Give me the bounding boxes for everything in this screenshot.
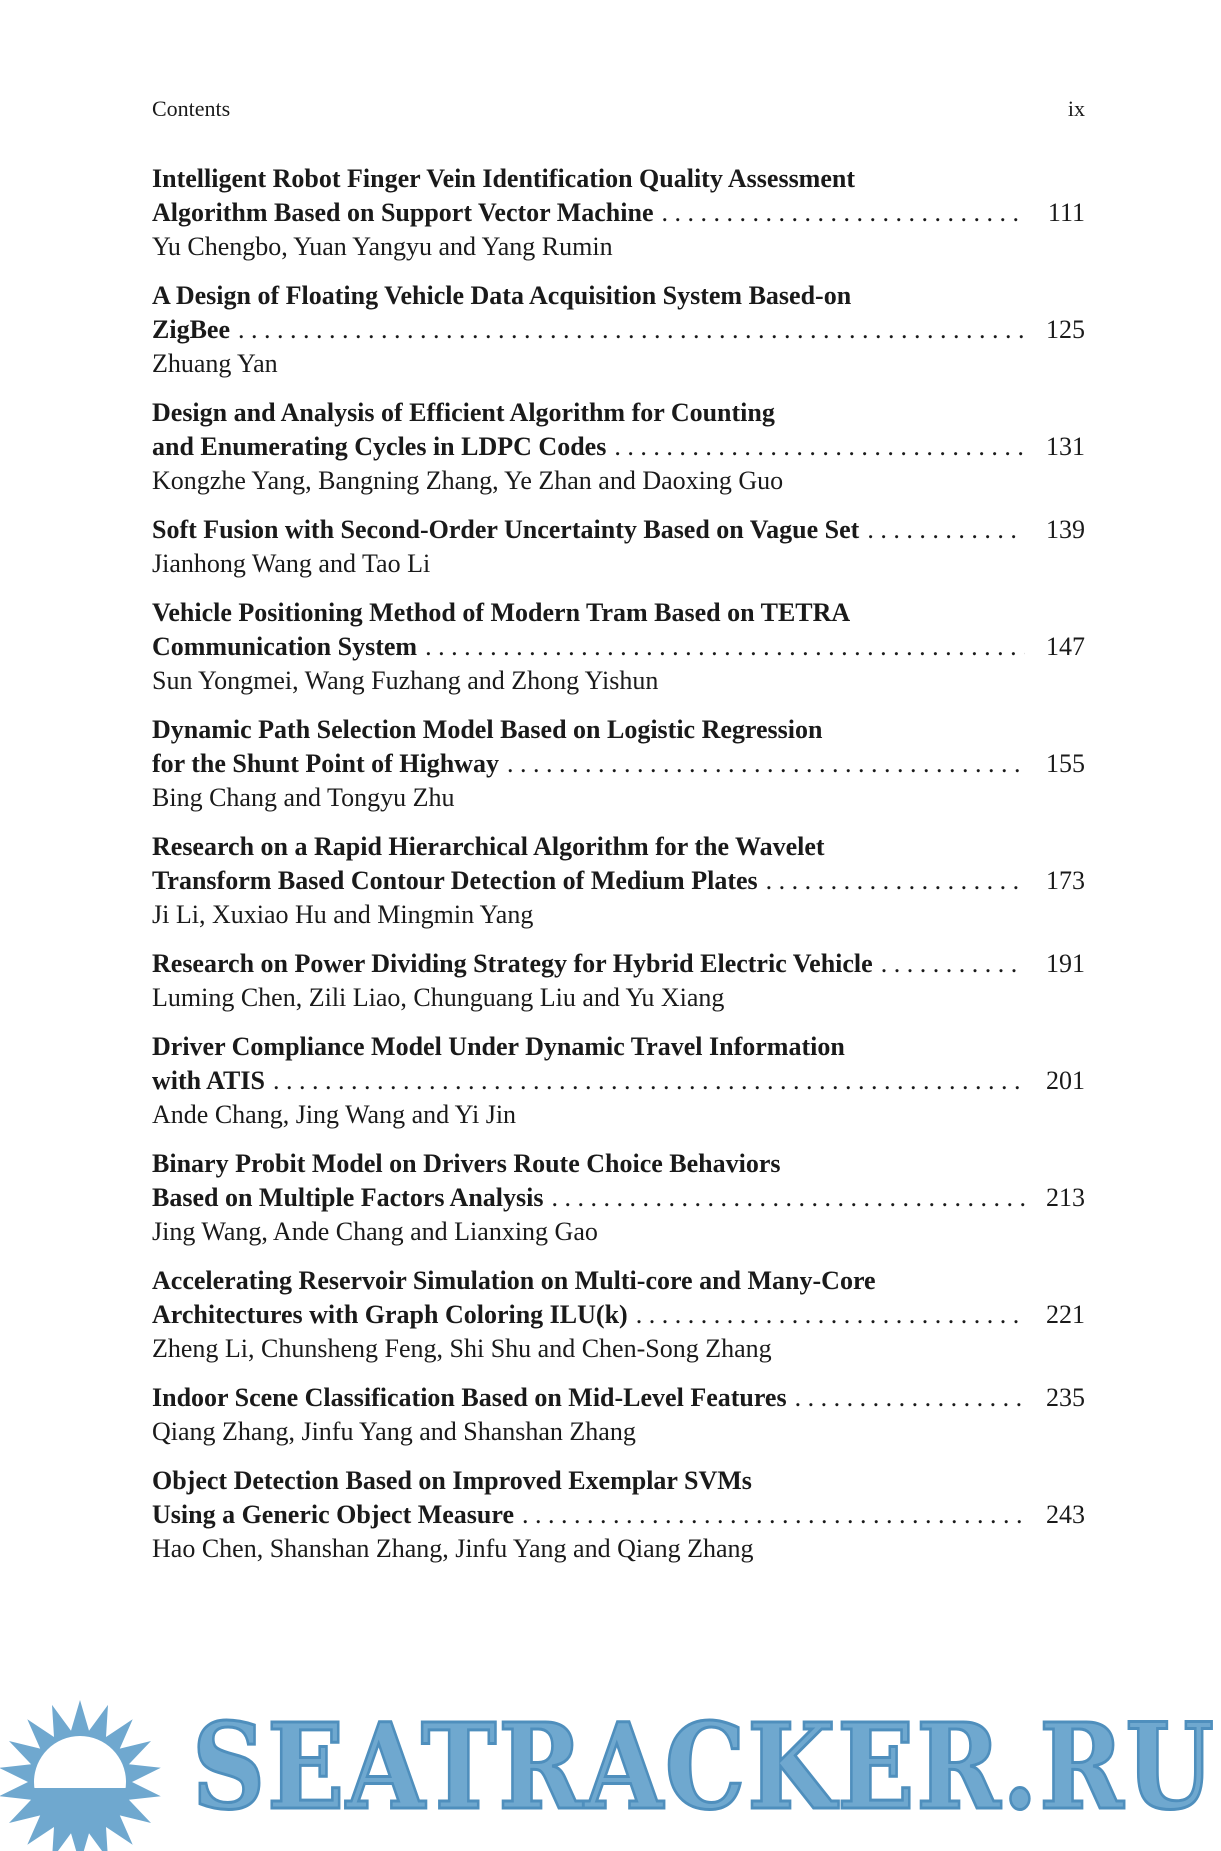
entry-authors: Zhuang Yan bbox=[152, 349, 278, 378]
dot-leader bbox=[662, 196, 1026, 230]
toc-entry[interactable] bbox=[152, 513, 1085, 581]
section-title: Contents bbox=[152, 96, 231, 121]
entry-authors: Ande Chang, Jing Wang and Yi Jin bbox=[152, 1100, 517, 1129]
entry-title-line: Driver Compliance Model Under Dynamic Travel Information bbox=[152, 1032, 845, 1061]
dot-leader bbox=[636, 1298, 1025, 1332]
toc-entry[interactable] bbox=[152, 1030, 1085, 1132]
entry-page-number[interactable]: 191 bbox=[1046, 949, 1085, 978]
entry-title-last-line bbox=[152, 513, 1085, 547]
toc-entry[interactable] bbox=[152, 1264, 1085, 1366]
entry-page-number[interactable]: 125 bbox=[1046, 315, 1085, 344]
entry-title-last-line bbox=[152, 864, 1085, 898]
entry-authors: Zheng Li, Chunsheng Feng, Shi Shu and Chen-Song Zhang bbox=[152, 1334, 772, 1363]
toc-entry[interactable] bbox=[152, 1464, 1085, 1566]
entry-authors: Hao Chen, Shanshan Zhang, Jinfu Yang and Qiang Zhang bbox=[152, 1534, 754, 1563]
entry-page-number[interactable]: 147 bbox=[1046, 632, 1085, 661]
entry-title-last-line bbox=[152, 1298, 1085, 1332]
entry-title-line: A Design of Floating Vehicle Data Acquisition System Based-on bbox=[152, 281, 852, 310]
entry-page-number[interactable]: 213 bbox=[1046, 1183, 1085, 1212]
entry-page-number[interactable]: 173 bbox=[1046, 866, 1085, 895]
toc-entry[interactable] bbox=[152, 1147, 1085, 1249]
page-number: ix bbox=[1067, 96, 1085, 121]
entry-title-text: ZigBee bbox=[152, 315, 230, 344]
entry-authors: Sun Yongmei, Wang Fuzhang and Zhong Yishun bbox=[152, 666, 659, 695]
entry-title-text: Transform Based Contour Detection of Medium Plates bbox=[152, 866, 758, 895]
entry-title-text: Architectures with Graph Coloring ILU(k) bbox=[152, 1300, 628, 1329]
entry-title-last-line bbox=[152, 1064, 1085, 1098]
dot-leader bbox=[238, 313, 1025, 347]
entry-title-line: Vehicle Positioning Method of Modern Tram Based on TETRA bbox=[152, 598, 851, 627]
dot-leader bbox=[614, 430, 1025, 464]
entry-authors: Kongzhe Yang, Bangning Zhang, Ye Zhan and Daoxing Guo bbox=[152, 466, 784, 495]
entry-page-number[interactable]: 131 bbox=[1046, 432, 1085, 461]
dot-leader bbox=[881, 947, 1025, 981]
entry-title-last-line bbox=[152, 1181, 1085, 1215]
entry-authors: Luming Chen, Zili Liao, Chunguang Liu and Yu Xiang bbox=[152, 983, 725, 1012]
dot-leader bbox=[867, 513, 1025, 547]
entry-authors: Yu Chengbo, Yuan Yangyu and Yang Rumin bbox=[152, 232, 613, 261]
entry-page-number[interactable]: 221 bbox=[1046, 1300, 1085, 1329]
entry-title-line: Binary Probit Model on Drivers Route Choice Behaviors bbox=[152, 1149, 781, 1178]
entry-title-last-line bbox=[152, 313, 1085, 347]
toc-entry[interactable] bbox=[152, 279, 1085, 381]
entry-title-last-line bbox=[152, 947, 1085, 981]
toc-entry[interactable] bbox=[152, 947, 1085, 1015]
entry-page-number[interactable]: 201 bbox=[1046, 1066, 1085, 1095]
entry-page-number[interactable]: 139 bbox=[1046, 515, 1085, 544]
watermark bbox=[0, 1690, 1221, 1851]
entry-authors: Jing Wang, Ande Chang and Lianxing Gao bbox=[152, 1217, 598, 1246]
entry-page-number[interactable]: 243 bbox=[1046, 1500, 1085, 1529]
entry-title-text: Communication System bbox=[152, 632, 418, 661]
entry-title-last-line bbox=[152, 747, 1085, 781]
entry-title-text: Algorithm Based on Support Vector Machine bbox=[152, 198, 654, 227]
entry-title-text: with ATIS bbox=[152, 1066, 265, 1095]
sun-icon bbox=[0, 1690, 185, 1851]
entry-title-last-line bbox=[152, 430, 1085, 464]
toc-entry[interactable] bbox=[152, 396, 1085, 498]
entry-title-last-line bbox=[152, 196, 1085, 230]
dot-leader bbox=[507, 747, 1025, 781]
toc-entry[interactable] bbox=[152, 1381, 1085, 1449]
entry-title-text: Soft Fusion with Second-Order Uncertainty Based on Vague Set bbox=[152, 515, 860, 544]
entry-title-line: Accelerating Reservoir Simulation on Multi-core and Many-Core bbox=[152, 1266, 876, 1295]
toc-entry[interactable] bbox=[152, 830, 1085, 932]
entry-title-text: Indoor Scene Classification Based on Mid-Level Features bbox=[152, 1383, 787, 1412]
table-of-contents bbox=[152, 162, 1085, 1581]
entry-title-line: Intelligent Robot Finger Vein Identification Quality Assessment bbox=[152, 164, 856, 193]
entry-title-line: Research on a Rapid Hierarchical Algorithm for the Wavelet bbox=[152, 832, 825, 861]
running-header bbox=[152, 96, 1085, 122]
entry-title-text: Using a Generic Object Measure bbox=[152, 1500, 514, 1529]
toc-entry[interactable] bbox=[152, 596, 1085, 698]
entry-title-line: Object Detection Based on Improved Exemplar SVMs bbox=[152, 1466, 752, 1495]
dot-leader bbox=[551, 1181, 1025, 1215]
toc-entry[interactable] bbox=[152, 162, 1085, 264]
entry-title-text: Research on Power Dividing Strategy for Hybrid Electric Vehicle bbox=[152, 949, 873, 978]
watermark-text: SEATRACKER.RU bbox=[192, 1697, 1216, 1836]
entry-title-text: Based on Multiple Factors Analysis bbox=[152, 1183, 544, 1212]
entry-title-last-line bbox=[152, 1498, 1085, 1532]
entry-title-line: Design and Analysis of Efficient Algorithm for Counting bbox=[152, 398, 775, 427]
entry-page-number[interactable]: 235 bbox=[1046, 1383, 1085, 1412]
entry-authors: Jianhong Wang and Tao Li bbox=[152, 549, 431, 578]
dot-leader bbox=[766, 864, 1025, 898]
entry-title-last-line bbox=[152, 1381, 1085, 1415]
dot-leader bbox=[425, 630, 1025, 664]
dot-leader bbox=[522, 1498, 1025, 1532]
toc-entry[interactable] bbox=[152, 713, 1085, 815]
dot-leader bbox=[273, 1064, 1025, 1098]
entry-authors: Qiang Zhang, Jinfu Yang and Shanshan Zhang bbox=[152, 1417, 636, 1446]
dot-leader bbox=[795, 1381, 1025, 1415]
entry-title-last-line bbox=[152, 630, 1085, 664]
entry-authors: Bing Chang and Tongyu Zhu bbox=[152, 783, 455, 812]
entry-title-text: for the Shunt Point of Highway bbox=[152, 749, 499, 778]
entry-page-number[interactable]: 111 bbox=[1047, 198, 1085, 227]
entry-title-text: and Enumerating Cycles in LDPC Codes bbox=[152, 432, 607, 461]
entry-page-number[interactable]: 155 bbox=[1046, 749, 1085, 778]
entry-title-line: Dynamic Path Selection Model Based on Logistic Regression bbox=[152, 715, 823, 744]
entry-authors: Ji Li, Xuxiao Hu and Mingmin Yang bbox=[152, 900, 534, 929]
